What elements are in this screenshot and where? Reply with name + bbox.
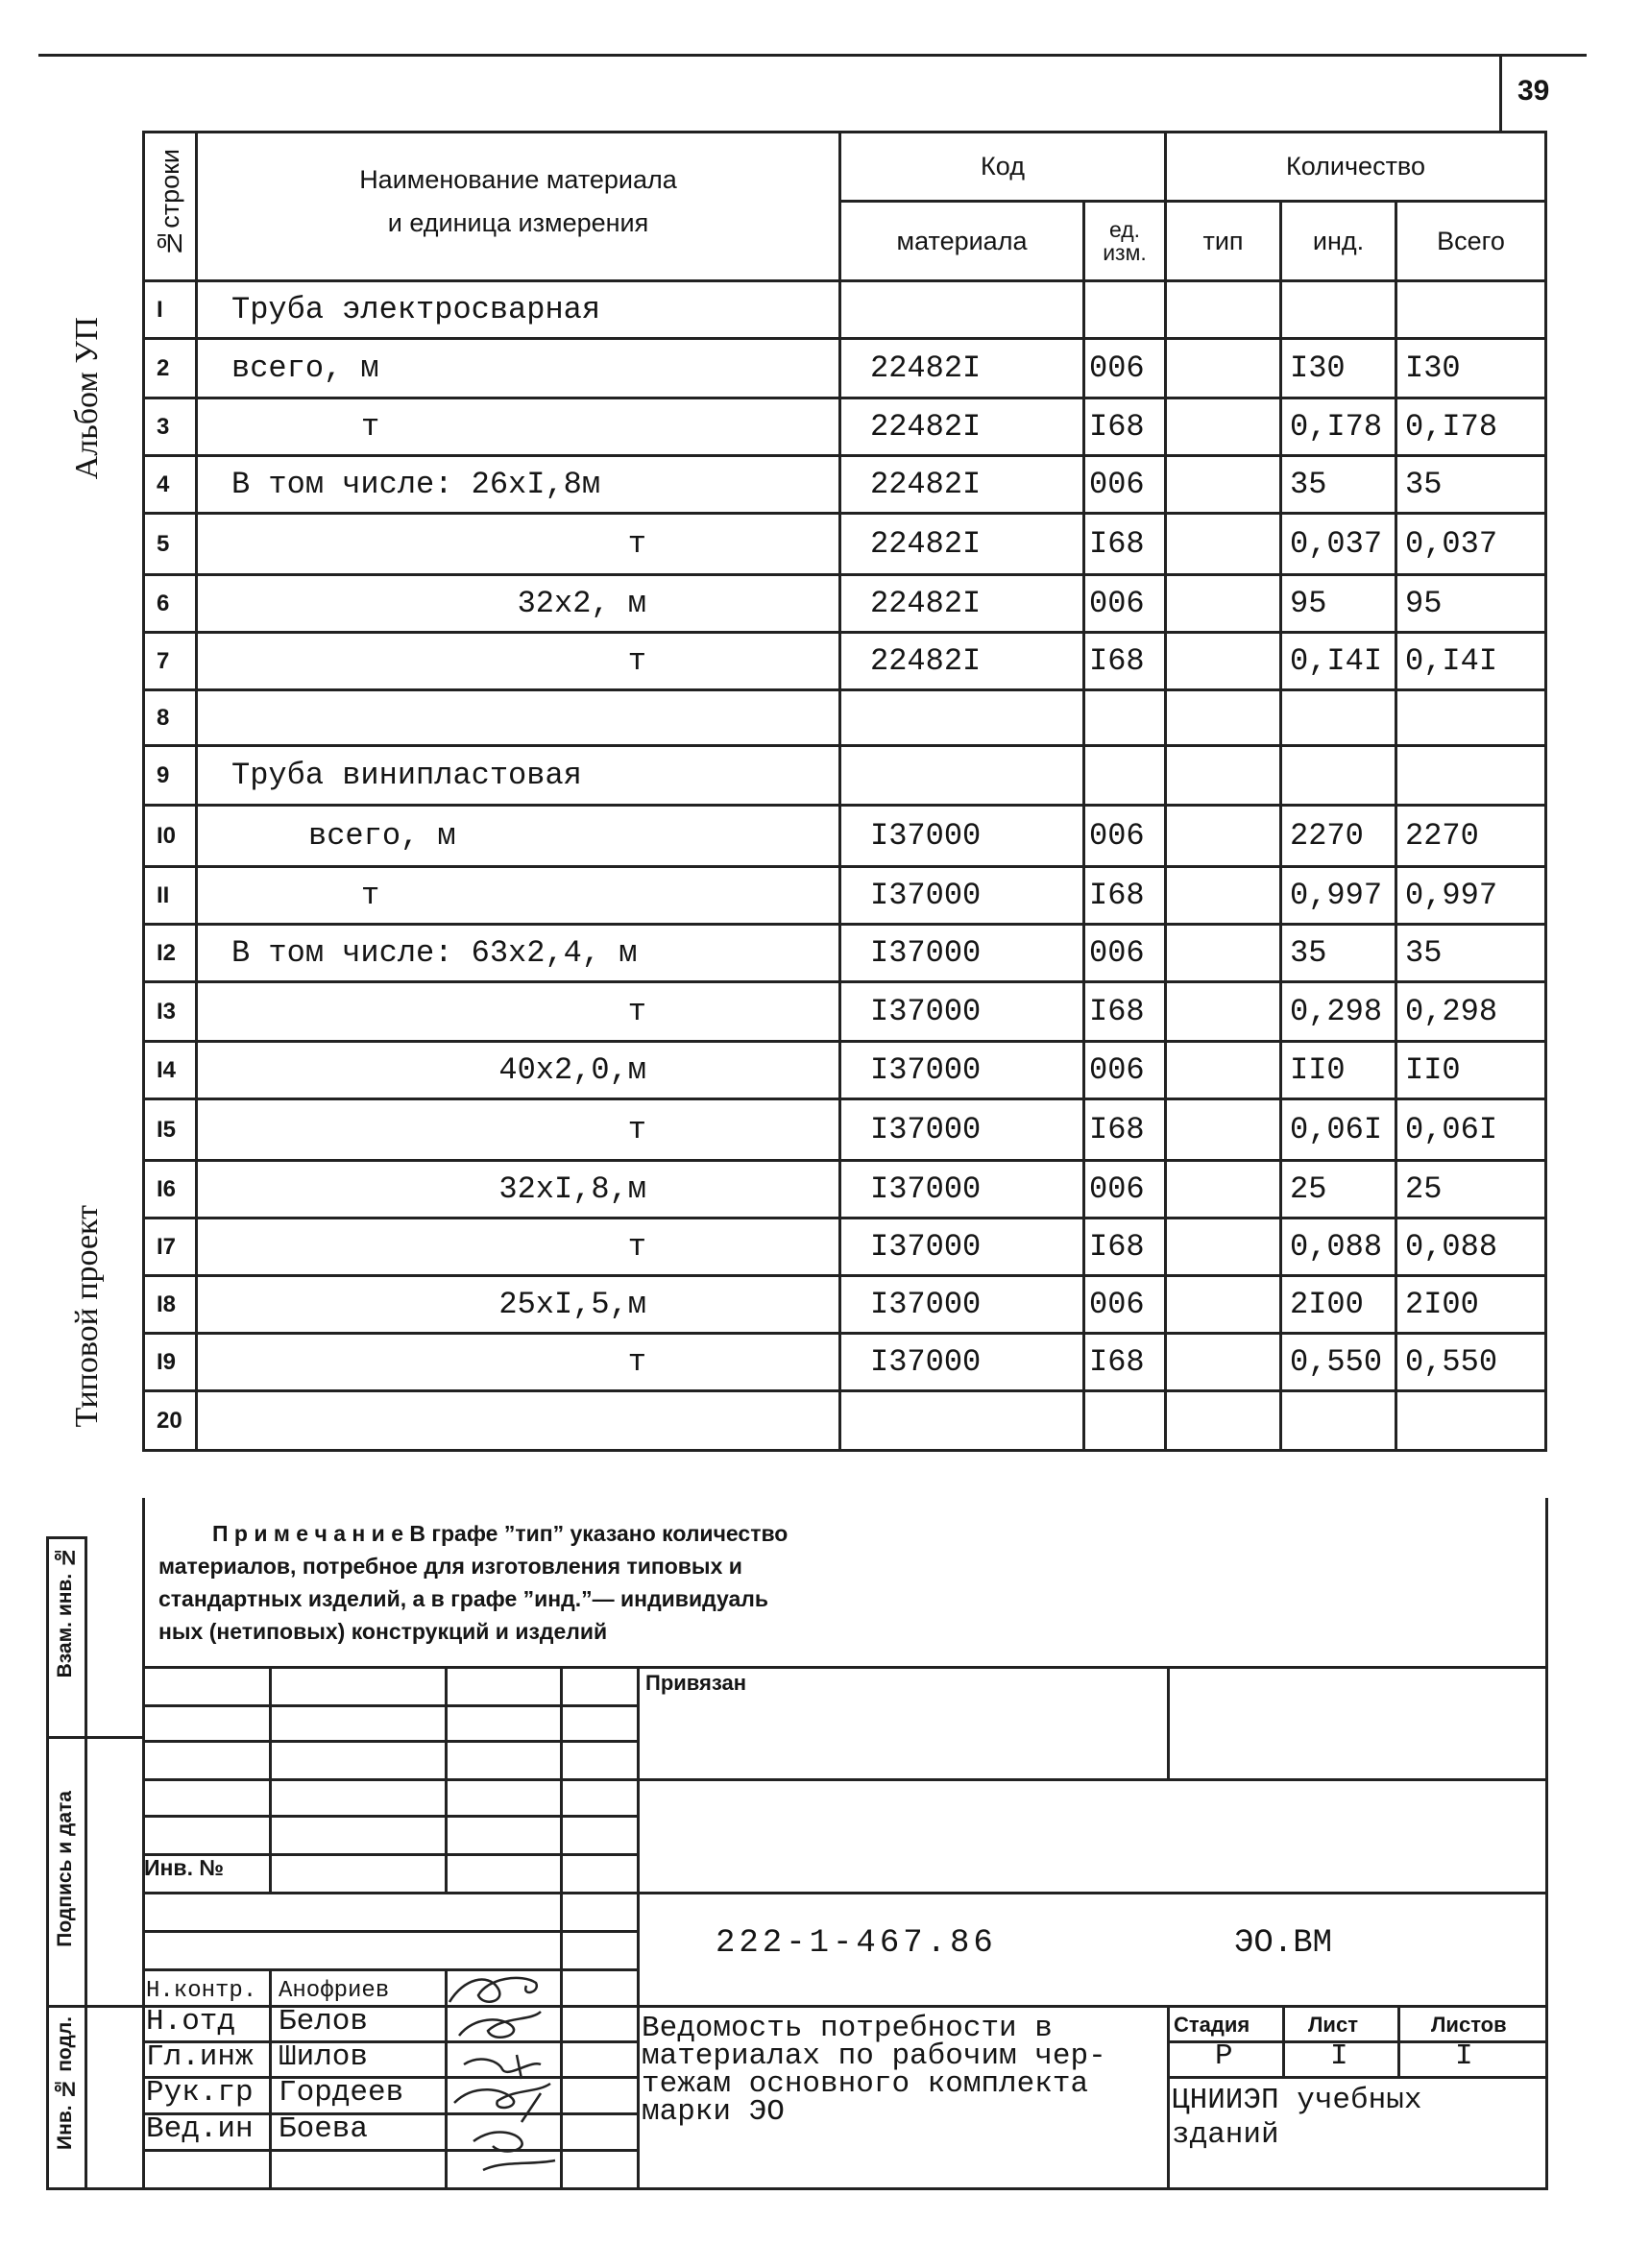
quantity-individual-cell: I30 (1281, 339, 1396, 398)
material-name-cell: В том числе: 63х2,4, м (197, 925, 840, 982)
table-body (144, 281, 1546, 1451)
unit-code-cell: 006 (1084, 339, 1166, 398)
quantity-total-cell: I30 (1396, 339, 1546, 398)
row-number-cell: 6 (144, 575, 197, 633)
sheets-value: I (1455, 2039, 1473, 2073)
table-row (144, 925, 1546, 982)
unit-code-cell (1084, 281, 1166, 339)
table-row (144, 867, 1546, 925)
organization-name: ЦНИИЭП учебных зданий (1172, 2084, 1422, 2152)
stamp-vline-2a (445, 1666, 448, 1892)
stamp-strip-top (46, 1536, 87, 1539)
unit-code-cell: 006 (1084, 1161, 1166, 1218)
row-number-cell: I6 (144, 1161, 197, 1218)
stage-value: Р (1215, 2039, 1233, 2073)
document-title: Ведомость потребности в материалах по рабочим чер- тежам основного комплекта марки ЭО (642, 2012, 1106, 2129)
material-code-cell: I37000 (840, 925, 1084, 982)
header-name: Наименование материала и единица измерения (197, 133, 840, 281)
stamp-strip-inner-line (85, 1536, 87, 2189)
unit-code-cell: I68 (1084, 633, 1166, 690)
unit-code-cell: 006 (1084, 1042, 1166, 1099)
quantity-individual-cell: 0,997 (1281, 867, 1396, 925)
stamp-vline-right (1545, 1498, 1548, 2190)
material-name-cell: т (197, 1218, 840, 1276)
quantity-total-cell: 0,088 (1396, 1218, 1546, 1276)
document-mark: ЭО.ВМ (1234, 1925, 1333, 1962)
header-type: тип (1166, 202, 1281, 281)
unit-code-cell: I68 (1084, 1099, 1166, 1161)
unit-code-cell (1084, 746, 1166, 806)
sheet-value: I (1330, 2039, 1348, 2073)
material-code-cell: 22482I (840, 398, 1084, 456)
quantity-type-cell (1166, 1099, 1281, 1161)
row-number-cell: 5 (144, 514, 197, 575)
signature-anofriev (449, 1978, 537, 2002)
unit-code-cell: I68 (1084, 867, 1166, 925)
quantity-type-cell (1166, 806, 1281, 867)
table-row (144, 281, 1546, 339)
unit-code-cell: 006 (1084, 925, 1166, 982)
quantity-individual-cell: 0,298 (1281, 982, 1396, 1042)
quantity-individual-cell: II0 (1281, 1042, 1396, 1099)
side-label-typical-project: Типовой проект (69, 1205, 105, 1428)
row-number-cell: I8 (144, 1276, 197, 1334)
quantity-type-cell (1166, 925, 1281, 982)
quantity-type-cell (1166, 1276, 1281, 1334)
quantity-individual-cell: 95 (1281, 575, 1396, 633)
row-number-cell: I5 (144, 1099, 197, 1161)
table-row (144, 398, 1546, 456)
quantity-type-cell (1166, 1042, 1281, 1099)
quantity-individual-cell (1281, 746, 1396, 806)
quantity-type-cell (1166, 281, 1281, 339)
signer-name: Белов (279, 2005, 369, 2039)
document-number: 222-1-467.86 (716, 1925, 997, 1962)
row-number-cell: 2 (144, 339, 197, 398)
material-code-cell: I37000 (840, 806, 1084, 867)
quantity-individual-cell: 0,06I (1281, 1099, 1396, 1161)
material-name-cell: т (197, 633, 840, 690)
unit-code-cell: I68 (1084, 982, 1166, 1042)
quantity-total-cell: 25 (1396, 1161, 1546, 1218)
signature-shilov (464, 2055, 541, 2079)
quantity-total-cell: 2270 (1396, 806, 1546, 867)
material-code-cell (840, 690, 1084, 746)
material-name-cell: 40х2,0,м (197, 1042, 840, 1099)
quantity-individual-cell: 0,550 (1281, 1334, 1396, 1391)
row-number-cell: 20 (144, 1391, 197, 1451)
stage-label: Стадия (1174, 2013, 1250, 2037)
material-name-cell: В том числе: 26хI,8м (197, 456, 840, 514)
note-text: П р и м е ч а н и е В графе ”тип” указано количество материалов, потребное для изготовления типовых и стандартных изделий, а в графе ”инд.”— индивидуаль ных (нетиповых) конструкций и изделий (158, 1521, 789, 1644)
signatures-scribble (445, 1968, 570, 2189)
row-number-cell: I (144, 281, 197, 339)
quantity-type-cell (1166, 514, 1281, 575)
row-number-cell: I4 (144, 1042, 197, 1099)
quantity-individual-cell: 2270 (1281, 806, 1396, 867)
quantity-type-cell (1166, 1391, 1281, 1451)
unit-code-cell: 006 (1084, 575, 1166, 633)
quantity-individual-cell (1281, 1391, 1396, 1451)
material-name-cell: т (197, 514, 840, 575)
quantity-type-cell (1166, 633, 1281, 690)
stamp-vline-left (142, 1498, 145, 2190)
material-name-cell: т (197, 867, 840, 925)
quantity-total-cell: 2I00 (1396, 1276, 1546, 1334)
signer-role: Вед.ин (146, 2112, 254, 2146)
material-name-cell: Труба винипластовая (197, 746, 840, 806)
quantity-individual-cell: 0,037 (1281, 514, 1396, 575)
stamp-privyazan-label: Привязан (645, 1671, 747, 1695)
material-code-cell: 22482I (840, 575, 1084, 633)
quantity-individual-cell (1281, 690, 1396, 746)
row-number-cell: 8 (144, 690, 197, 746)
quantity-total-cell (1396, 690, 1546, 746)
signature-boeva (473, 2133, 555, 2170)
quantity-total-cell: 0,298 (1396, 982, 1546, 1042)
stamp-strip-outer-line (46, 1536, 49, 2189)
header-code: Код (840, 133, 1166, 202)
unit-code-cell: I68 (1084, 1218, 1166, 1276)
stamp-line-right-1 (637, 1778, 1548, 1781)
header-unit: ед. изм. (1084, 202, 1166, 281)
quantity-individual-cell: 0,I4I (1281, 633, 1396, 690)
material-code-cell: 22482I (840, 456, 1084, 514)
table-row (144, 456, 1546, 514)
stamp-label-vzam-inv: Взам. инв. № (54, 1546, 76, 1678)
material-code-cell: 22482I (840, 339, 1084, 398)
signer-name: Анофриев (279, 1978, 390, 2004)
material-name-cell: 32хI,8,м (197, 1161, 840, 1218)
quantity-individual-cell: 35 (1281, 456, 1396, 514)
row-number-cell: I3 (144, 982, 197, 1042)
unit-code-cell (1084, 690, 1166, 746)
material-name-cell: т (197, 1099, 840, 1161)
material-name-cell: всего, м (197, 339, 840, 398)
material-name-cell (197, 690, 840, 746)
quantity-total-cell: 0,I78 (1396, 398, 1546, 456)
quantity-individual-cell: 2I00 (1281, 1276, 1396, 1334)
row-number-cell: I9 (144, 1334, 197, 1391)
quantity-total-cell: 0,997 (1396, 867, 1546, 925)
stamp-vline-1b (269, 1968, 272, 2190)
stamp-vline-6 (1282, 2005, 1285, 2076)
quantity-individual-cell (1281, 281, 1396, 339)
top-border-line (38, 54, 1587, 57)
table-row (144, 1391, 1546, 1451)
material-code-cell: I37000 (840, 1218, 1084, 1276)
quantity-total-cell (1396, 281, 1546, 339)
stamp-label-podpis-data: Подпись и дата (54, 1791, 76, 1947)
row-number-cell: I7 (144, 1218, 197, 1276)
quantity-individual-cell: 25 (1281, 1161, 1396, 1218)
quantity-individual-cell: 0,I78 (1281, 398, 1396, 456)
signer-role: Н.контр. (146, 1978, 257, 2004)
material-code-cell (840, 1391, 1084, 1451)
table-row (144, 1334, 1546, 1391)
table-row (144, 806, 1546, 867)
quantity-type-cell (1166, 982, 1281, 1042)
signature-gordeev (454, 2084, 550, 2122)
table-row (144, 746, 1546, 806)
quantity-type-cell (1166, 746, 1281, 806)
side-label-album: Альбом УП (69, 317, 105, 480)
quantity-total-cell: 35 (1396, 925, 1546, 982)
table-row (144, 1042, 1546, 1099)
quantity-total-cell (1396, 1391, 1546, 1451)
stamp-label-inv-podl: Инв. № подл. (54, 2016, 76, 2150)
sheet-label: Лист (1308, 2013, 1358, 2037)
stamp-strip-divider-1 (46, 1736, 142, 1739)
material-name-cell (197, 1391, 840, 1451)
stamp-strip-divider-2 (46, 2005, 142, 2008)
quantity-type-cell (1166, 398, 1281, 456)
material-code-cell: 22482I (840, 514, 1084, 575)
quantity-total-cell (1396, 746, 1546, 806)
table-row (144, 982, 1546, 1042)
row-number-cell: II (144, 867, 197, 925)
stamp-vline-5a (1167, 1666, 1170, 1778)
quantity-type-cell (1166, 867, 1281, 925)
row-number-cell: 7 (144, 633, 197, 690)
material-code-cell: I37000 (840, 982, 1084, 1042)
header-material-code: материала (840, 202, 1084, 281)
table-row (144, 1218, 1546, 1276)
unit-code-cell: I68 (1084, 1334, 1166, 1391)
table-row (144, 339, 1546, 398)
material-code-cell (840, 746, 1084, 806)
quantity-type-cell (1166, 575, 1281, 633)
row-number-cell: 3 (144, 398, 197, 456)
unit-code-cell: I68 (1084, 514, 1166, 575)
header-individual: инд. (1281, 202, 1396, 281)
material-name-cell: 25хI,5,м (197, 1276, 840, 1334)
signer-role: Рук.гр (146, 2076, 254, 2110)
material-code-cell: I37000 (840, 1042, 1084, 1099)
stamp-vline-5b (1167, 2005, 1170, 2187)
quantity-individual-cell: 35 (1281, 925, 1396, 982)
material-name-cell: т (197, 398, 840, 456)
signer-name: Боева (279, 2112, 369, 2146)
quantity-type-cell (1166, 690, 1281, 746)
header-row-number: №строки (144, 133, 197, 281)
signer-name: Шилов (279, 2040, 369, 2074)
material-name-cell: 32х2, м (197, 575, 840, 633)
quantity-total-cell: 0,06I (1396, 1099, 1546, 1161)
table-row (144, 1276, 1546, 1334)
material-name-cell: всего, м (197, 806, 840, 867)
signer-role: Гл.инж (146, 2040, 254, 2074)
sheets-label: Листов (1431, 2013, 1507, 2037)
stamp-vline-4 (637, 1666, 640, 2190)
material-code-cell: 22482I (840, 633, 1084, 690)
stamp-line-bottom (142, 2187, 1548, 2190)
unit-code-cell: 006 (1084, 1276, 1166, 1334)
stamp-strip-bottom (46, 2187, 142, 2190)
header-quantity: Количество (1166, 133, 1546, 202)
table-row (144, 1099, 1546, 1161)
unit-code-cell: 006 (1084, 806, 1166, 867)
material-code-cell: I37000 (840, 1276, 1084, 1334)
page-number-divider (1499, 56, 1502, 133)
material-name-cell: т (197, 982, 840, 1042)
unit-code-cell: 006 (1084, 456, 1166, 514)
stamp-vline-1a (269, 1666, 272, 1892)
material-code-cell (840, 281, 1084, 339)
stamp-line-f (142, 1892, 1548, 1894)
row-number-cell: I2 (144, 925, 197, 982)
stamp-line-top (142, 1666, 1548, 1669)
quantity-type-cell (1166, 339, 1281, 398)
material-name-cell: Труба электросварная (197, 281, 840, 339)
quantity-total-cell: 0,I4I (1396, 633, 1546, 690)
quantity-type-cell (1166, 1334, 1281, 1391)
quantity-total-cell: II0 (1396, 1042, 1546, 1099)
row-number-cell: 4 (144, 456, 197, 514)
header-total: Всего (1396, 202, 1546, 281)
stamp-vline-7 (1397, 2005, 1400, 2076)
signer-name: Гордеев (279, 2076, 404, 2110)
material-name-cell: т (197, 1334, 840, 1391)
quantity-total-cell: 95 (1396, 575, 1546, 633)
quantity-type-cell (1166, 456, 1281, 514)
material-code-cell: I37000 (840, 867, 1084, 925)
quantity-type-cell (1166, 1218, 1281, 1276)
signer-role: Н.отд (146, 2005, 236, 2039)
materials-table (142, 131, 1547, 1452)
table-row (144, 514, 1546, 575)
material-code-cell: I37000 (840, 1161, 1084, 1218)
signature-belov (459, 2012, 541, 2038)
row-number-cell: 9 (144, 746, 197, 806)
table-row (144, 633, 1546, 690)
page-number: 39 (1517, 75, 1550, 107)
stamp-line-m (1167, 2076, 1548, 2079)
table-row (144, 690, 1546, 746)
row-number-cell: I0 (144, 806, 197, 867)
stamp-inv-no-label: Инв. № (144, 1855, 224, 1880)
unit-code-cell: I68 (1084, 398, 1166, 456)
quantity-total-cell: 0,037 (1396, 514, 1546, 575)
unit-code-cell (1084, 1391, 1166, 1451)
quantity-type-cell (1166, 1161, 1281, 1218)
quantity-total-cell: 0,550 (1396, 1334, 1546, 1391)
quantity-total-cell: 35 (1396, 456, 1546, 514)
table-row (144, 1161, 1546, 1218)
material-code-cell: I37000 (840, 1334, 1084, 1391)
quantity-individual-cell: 0,088 (1281, 1218, 1396, 1276)
table-row (144, 575, 1546, 633)
material-code-cell: I37000 (840, 1099, 1084, 1161)
